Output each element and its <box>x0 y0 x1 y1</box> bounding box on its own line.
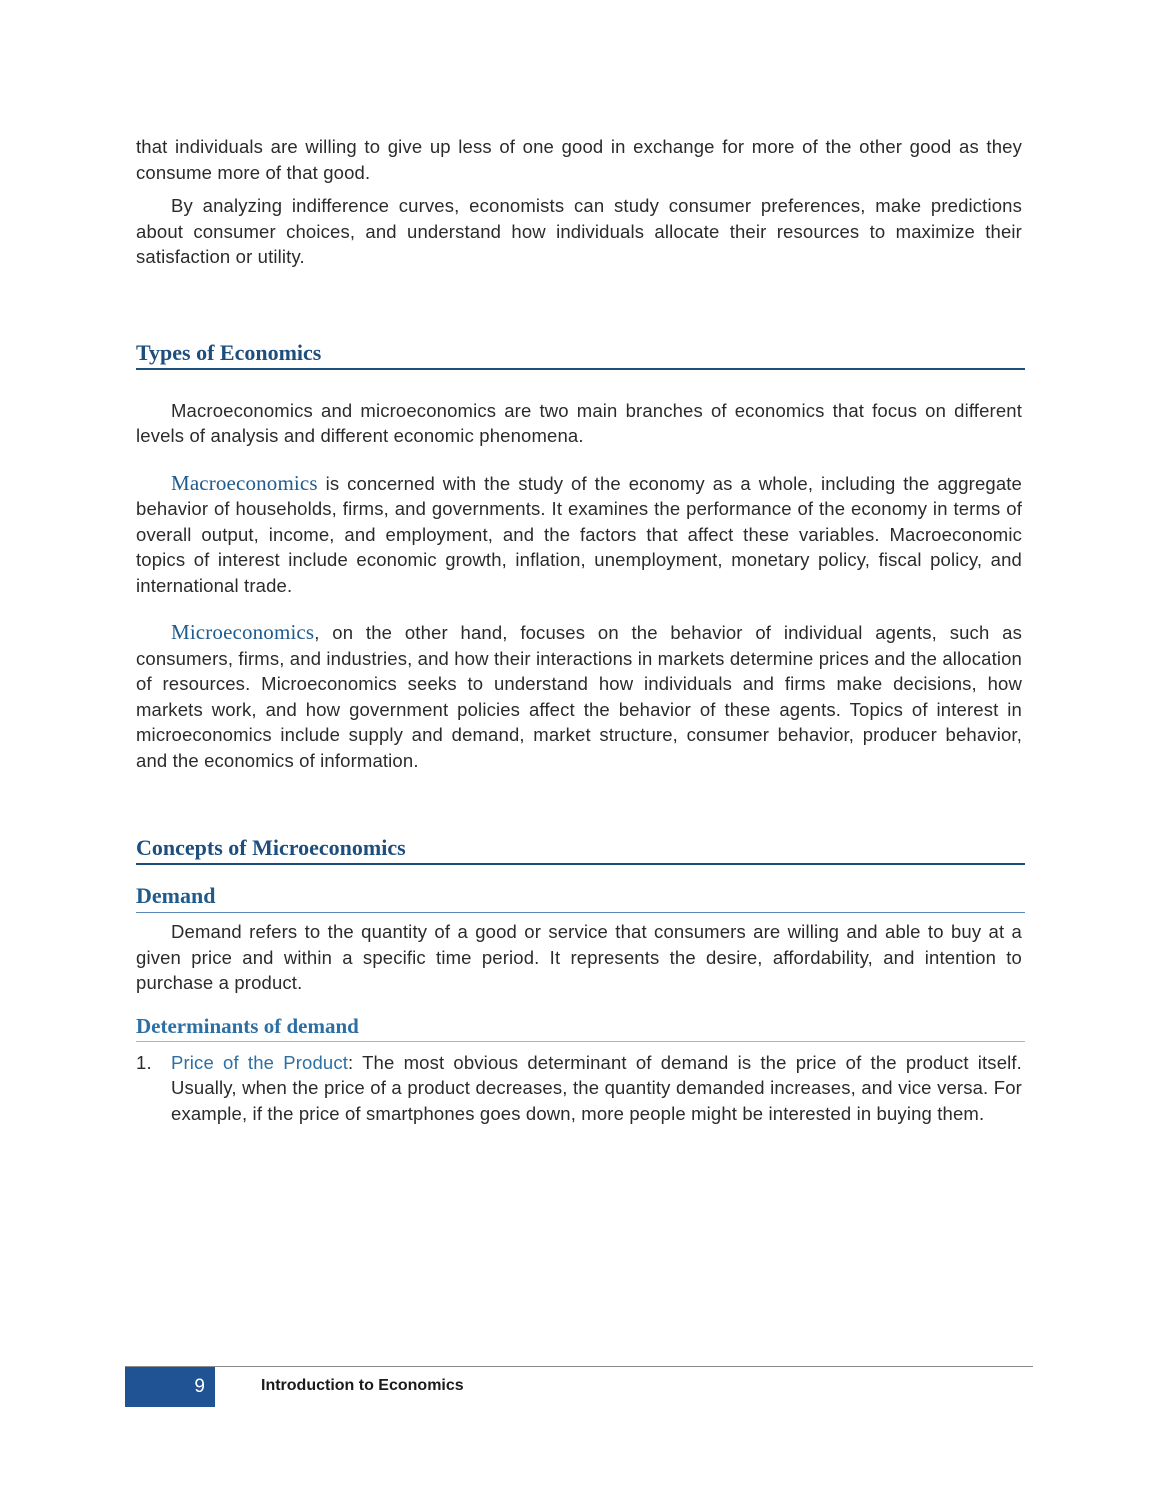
subheading-demand: Demand <box>136 883 1025 913</box>
subheading-determinants: Determinants of demand <box>136 1014 1025 1042</box>
list-item-number: 1. <box>136 1051 152 1073</box>
macroeconomics-paragraph <box>136 471 1022 599</box>
microeconomics-text: , on the other hand, focuses on the behavior of individual agents, such as consumers, firms, and industries, and how their interactions in markets determine prices and the allocation of resources. Microeconomics seeks to understand how individuals and firms make decisions, how markets work, and how government policies affect the behavior of these agents. Topics of interest in microeconomics include supply and demand, market structure, consumer behavior, producer behavior, and the economics of information. <box>136 622 1022 771</box>
intro-paragraph-indifference: By analyzing indifference curves, economists can study consumer preferences, make predictions about consumer choices, and understand how individuals allocate their resources to maximize their satisfaction or utility. <box>136 195 1022 267</box>
section-heading-types: Types of Economics <box>136 340 1025 370</box>
macroeconomics-term: Macroeconomics <box>171 470 318 495</box>
list-item-text: : The most obvious determinant of demand is the price of the product itself. Usually, when the price of a product decreases, the quantity demanded increases, and vice versa. For example, if the price of smartphones goes down, more people might be interested in buying them. <box>171 1051 1022 1124</box>
macroeconomics-text: is concerned with the study of the economy as a whole, including the aggregate behavior of households, firms, and governments. It examines the performance of the economy in terms of overall output, income, and employment, and the factors that affect these variables. Macroeconomic topics of interest include economic growth, inflation, unemployment, monetary policy, fiscal policy, and international trade. <box>136 472 1022 596</box>
footer-divider <box>125 1366 1033 1367</box>
list-item <box>136 1050 1022 1127</box>
footer-title: Introduction to Economics <box>261 1377 464 1394</box>
page-content <box>136 134 1022 1126</box>
microeconomics-paragraph <box>136 620 1022 773</box>
types-intro-paragraph: Macroeconomics and microeconomics are two main branches of economics that focus on different levels of analysis and different economic phenomena. <box>136 399 1022 446</box>
page-number-badge: 9 <box>125 1367 215 1407</box>
list-item-term: Price of the Product <box>171 1051 349 1073</box>
intro-paragraph-continued: that individuals are willing to give up less of one good in exchange for more of the other good as they consume more of that good. <box>136 136 1022 183</box>
section-heading-concepts: Concepts of Microeconomics <box>136 835 1025 865</box>
demand-paragraph: Demand refers to the quantity of a good or service that consumers are willing and able to buy at a given price and within a specific time period. It represents the desire, affordability, and intention to purchase a product. <box>136 921 1022 993</box>
microeconomics-term: Microeconomics <box>171 620 315 644</box>
